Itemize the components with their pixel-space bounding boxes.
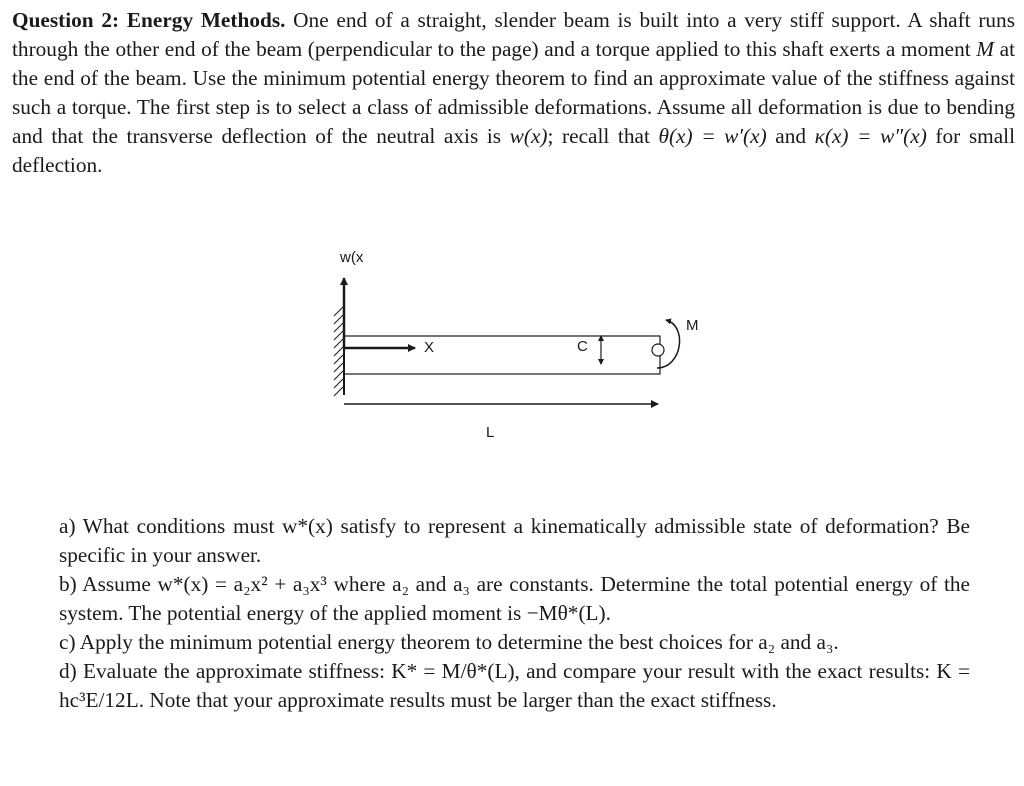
fixed-support — [334, 305, 344, 396]
kappa-equation: κ(x) = w″(x) — [814, 124, 927, 148]
theta-equation: θ(x) = w′(x) — [658, 124, 767, 148]
symbol-deflection: w(x) — [509, 124, 548, 148]
depth-label: C — [577, 338, 588, 355]
part-a: a) What conditions must w*(x) satisfy to represent a kinematically admissible state of deformation? Be specific in your answer. — [59, 514, 970, 567]
question-parts — [59, 512, 970, 715]
question-body-2: at the end of the beam. Use the minimum potential energy theorem to find an approximate value of the stiffness against such a torque. The first step is to select a class of admissible deformations. Assume all deformation is due to bending and that the transverse deflection of the neutral axis is — [12, 37, 1015, 148]
part-d: d) Evaluate the approximate stiffness: K* = M/θ*(L), and compare your result with the exact results: K = hc³E/12L. Note that your approximate results must be larger than the exact stiffness. — [59, 659, 970, 712]
question-body-4: and — [766, 124, 815, 148]
symbol-moment: M — [976, 37, 995, 61]
question-title: Question 2: Energy Methods. — [12, 8, 286, 32]
question-body-1: One end of a straight, slender beam is built into a very stiff support. A shaft runs through the other end of the beam (perpendicular to the page) and a torque applied to this shaft exerts a moment — [12, 8, 1015, 61]
question-intro — [12, 6, 1015, 180]
question-body-5: for small deflection. — [12, 124, 1016, 177]
beam-diagram — [320, 240, 720, 450]
part-b: b) Assume w*(x) = a₂x² + a₃x³ where a₂ and a₃ are constants. Determine the total potential energy of the system. The potential energy of the applied moment is −Mθ*(L). — [59, 572, 970, 625]
question-body-3: ; recall that — [547, 124, 659, 148]
beam — [344, 336, 660, 374]
x-axis-label: X — [424, 339, 435, 356]
moment-label: M — [686, 317, 699, 334]
part-c: c) Apply the minimum potential energy theorem to determine the best choices for a₂ and a₃. — [59, 630, 839, 654]
length-label: L — [486, 424, 495, 441]
shaft-icon — [652, 344, 664, 356]
w-axis-label: w(x — [340, 249, 364, 266]
